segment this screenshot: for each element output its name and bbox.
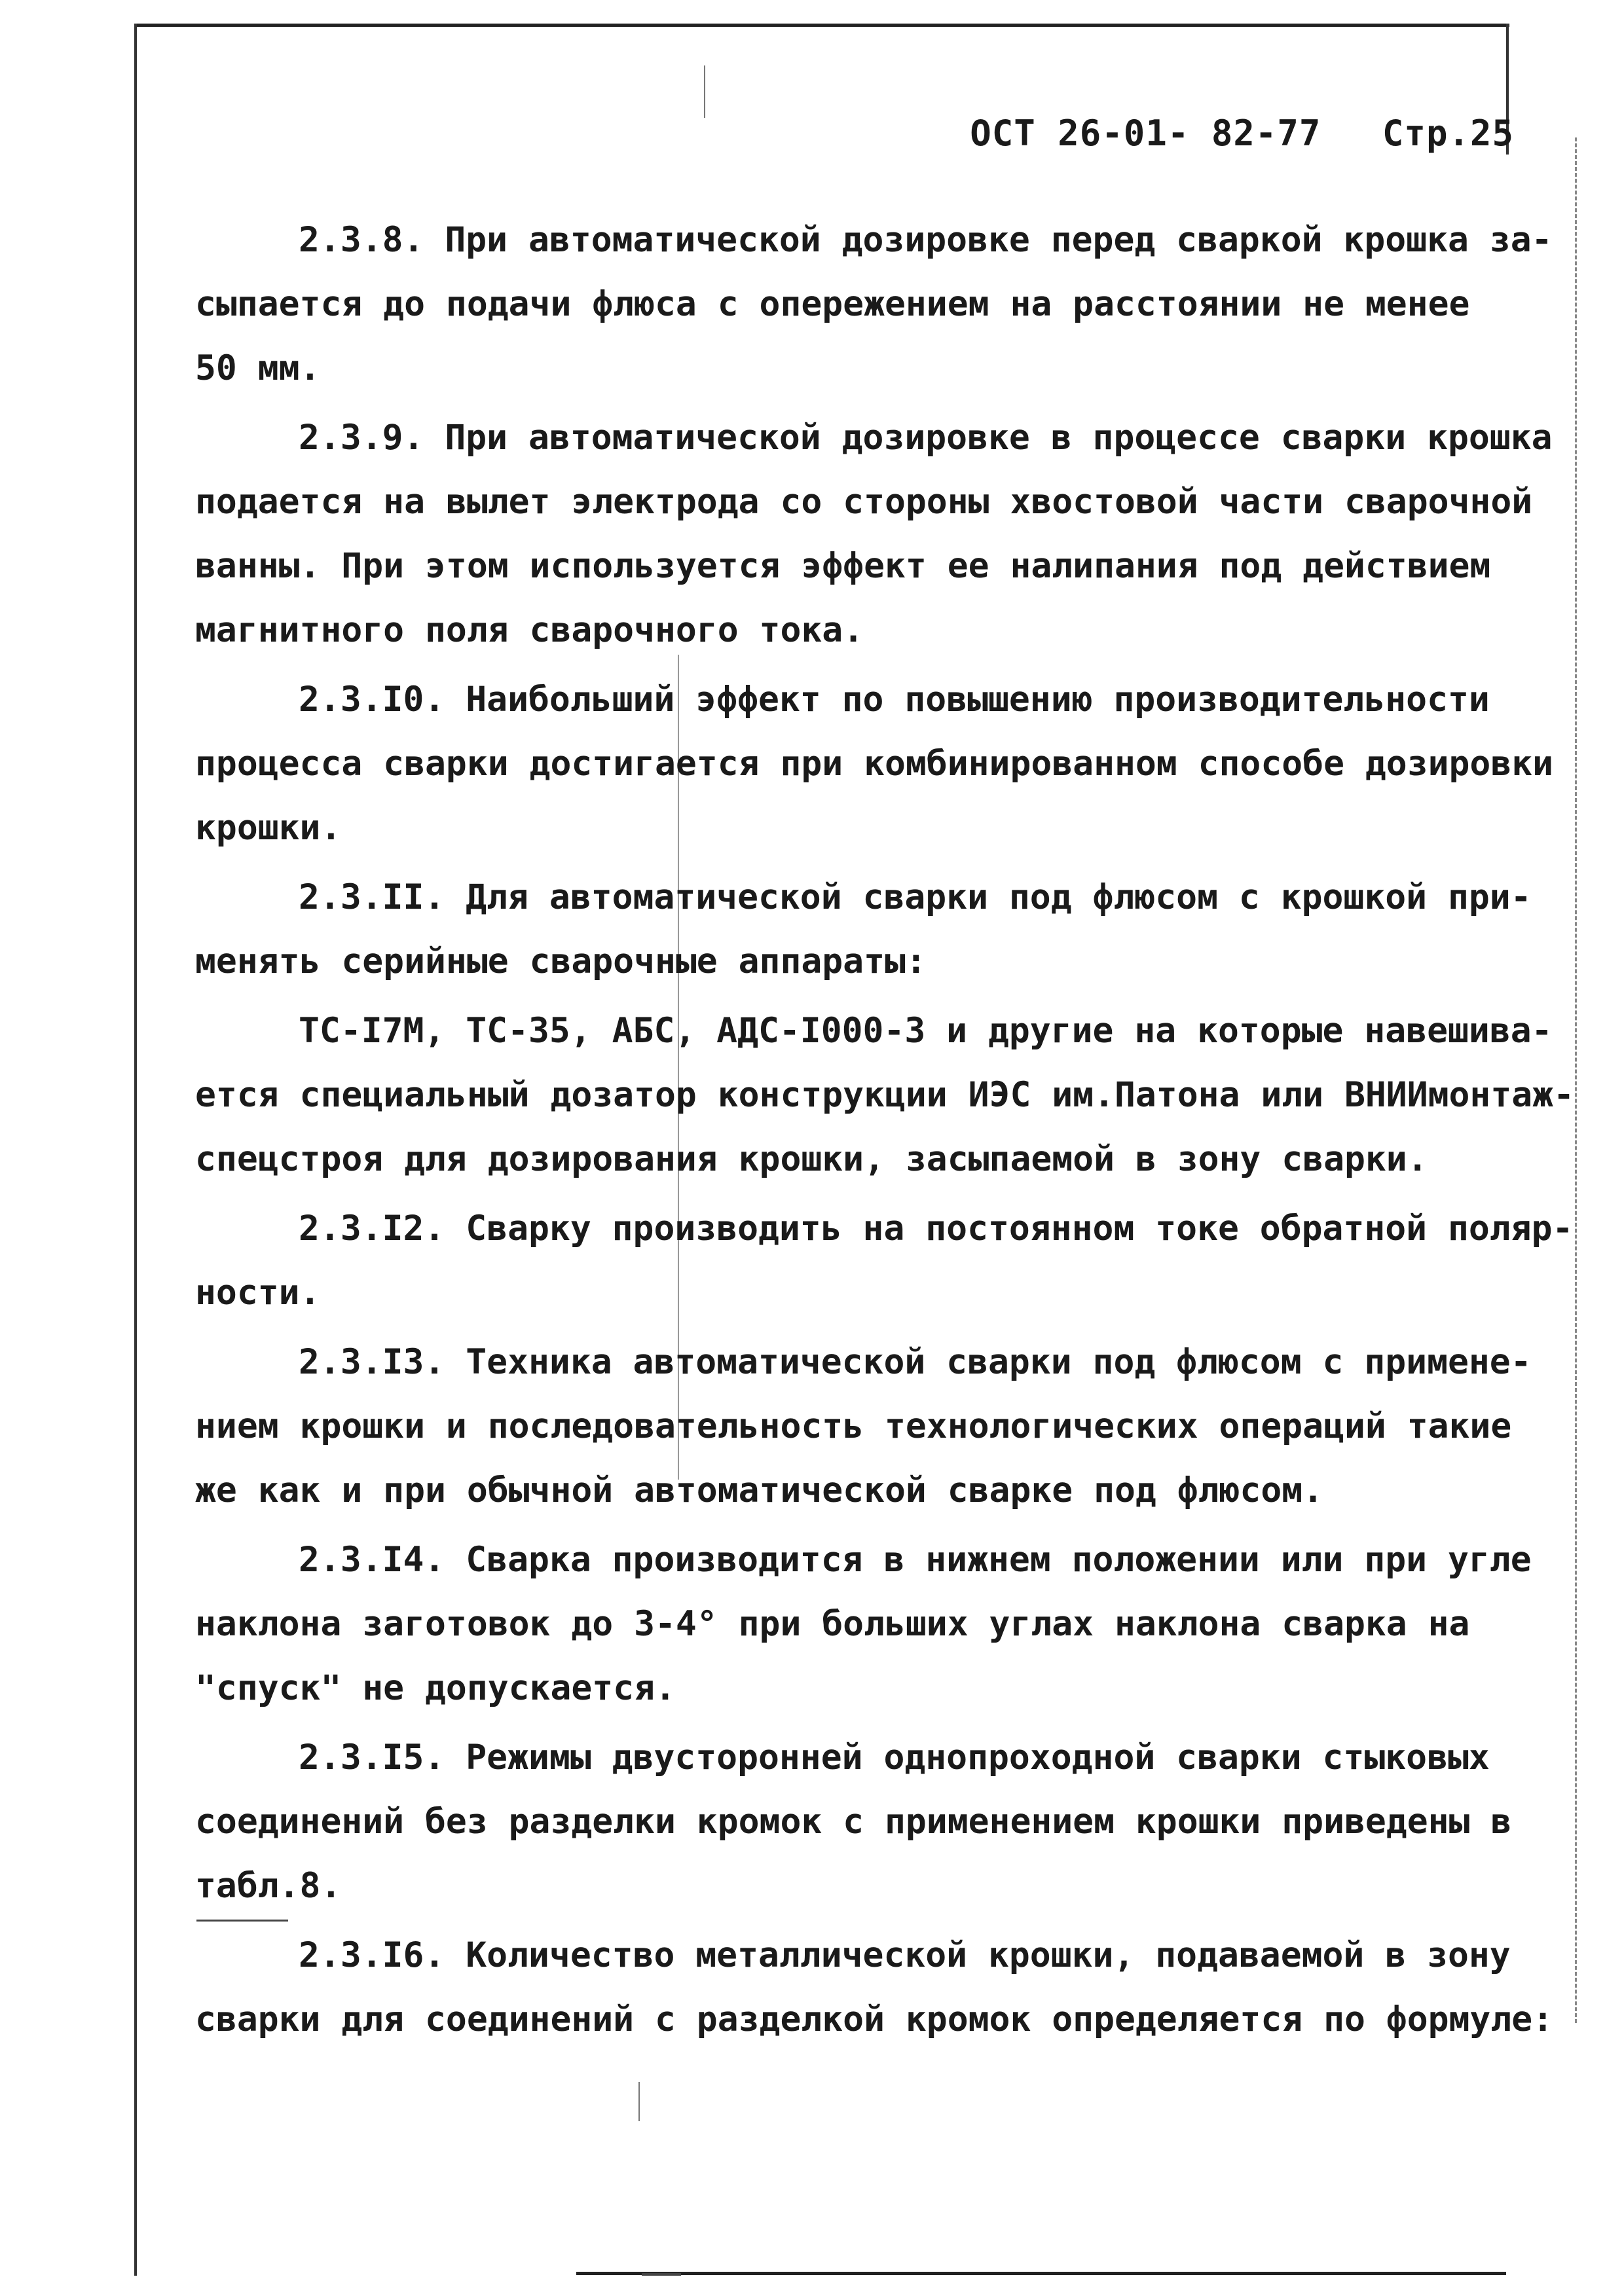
page-header [970,113,1514,154]
text-line: табл.8. [195,1866,342,1906]
text-line: ТС-I7М, ТС-35, АБС, АДС-I000-3 и другие на которые навешива- [299,1011,1553,1051]
text-line: сыпается до подачи флюса с опережением на расстоянии не менее [195,284,1470,324]
text-line: наклона заготовок до 3-4° при больших углах наклона сварка на [195,1604,1470,1644]
text-line: 2.3.8. При автоматической дозировке перед сваркой крошка за- [299,220,1553,260]
paragraph-2-3-16 [195,1923,1554,2052]
scan-artifact-line [704,65,705,118]
paragraph-2-3-8 [195,208,1553,401]
text-line: же как и при обычной автоматической сварке под флюсом. [195,1470,1324,1510]
text-line: 2.3.I0. Наибольший эффект по повышению производительности [299,680,1490,720]
text-line: 2.3.I4. Сварка производится в нижнем положении или при угле [299,1540,1532,1580]
document-body [195,208,1574,2057]
text-line: нием крошки и последовательность технологических операций такие [195,1406,1512,1446]
paragraph-2-3-12 [195,1197,1574,1325]
text-line: сварки для соединений с разделкой кромок определяется по формуле: [195,1999,1554,2039]
text-line: подается на вылет электрода со стороны хвостовой части сварочной [195,482,1533,522]
text-line: 2.3.I5. Режимы двусторонней однопроходной сварки стыковых [299,1738,1490,1777]
text-line: соединений без разделки кромок с применением крошки приведены в [195,1802,1512,1842]
text-line: крошки. [195,808,342,848]
page-frame-top [134,24,1509,27]
text-line: 50 мм. [195,348,321,388]
scan-artifact-line [638,2082,640,2121]
paragraph-2-3-9 [195,406,1553,663]
text-line: 2.3.I3. Техника автоматической сварки под флюсом с примене- [299,1342,1532,1382]
page-frame-left [134,24,137,2276]
page-frame-right-edge [1575,137,1577,2023]
page-frame-bottom [576,2272,1506,2275]
text-line: спецстроя для дозирования крошки, засыпаемой в зону сварки. [195,1139,1428,1179]
text-line: менять серийные сварочные аппараты: [195,941,927,981]
page-number: Стр.25 [1382,113,1514,154]
text-line: магнитного поля сварочного тока. [195,610,864,650]
paragraph-2-3-10 [195,668,1554,860]
text-line: "спуск" не допускается. [195,1668,676,1708]
handwritten-underline [196,1920,288,1922]
text-line: ности. [195,1273,321,1313]
text-line: ванны. При этом используется эффект ее налипания под действием [195,546,1491,586]
text-line: ется специальный дозатор конструкции ИЭС им.Патона или ВНИИмонтаж- [195,1075,1574,1115]
document-code: ОСТ 26-01- 82-77 [970,113,1321,154]
text-line: 2.3.I2. Сварку производить на постоянном токе обратной поляр- [299,1209,1574,1248]
text-line: процесса сварки достигается при комбинированном способе дозировки [195,744,1554,784]
paragraph-2-3-11-equipment-list [195,999,1574,1192]
text-line: 2.3.I6. Количество металлической крошки, подаваемой в зону [299,1935,1511,1975]
page-frame-bottom-mark [642,2273,681,2276]
text-line: 2.3.II. Для автоматической сварки под флюсом с крошкой при- [299,877,1532,917]
paragraph-2-3-13 [195,1330,1532,1523]
paragraph-2-3-14 [195,1528,1532,1721]
paragraph-2-3-11 [195,866,1532,994]
text-line: 2.3.9. При автоматической дозировке в процессе сварки крошка [299,418,1553,458]
paragraph-2-3-15 [195,1726,1512,1918]
